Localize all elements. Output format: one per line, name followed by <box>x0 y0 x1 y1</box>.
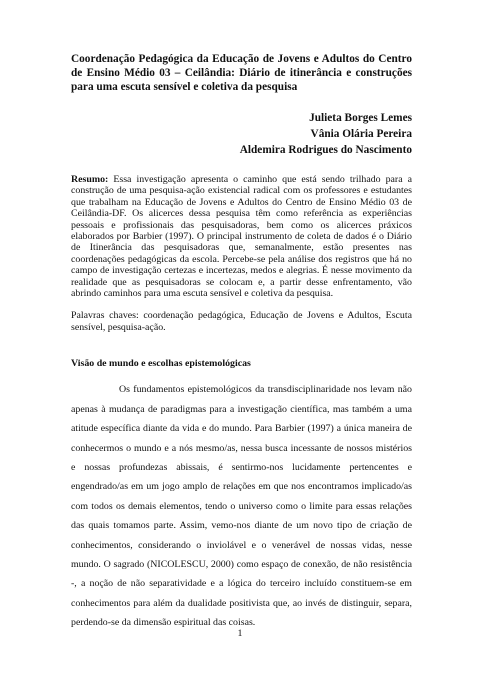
author-list <box>71 110 412 158</box>
abstract <box>71 174 412 299</box>
author-name: Julieta Borges Lemes <box>309 112 412 124</box>
abstract-text: Essa investigação apresenta o caminho que está sendo trilhado para a construção de uma pesquisa-ação existencial radical com os professores e estudantes que trabalham na Educação de Jovens e Adultos do Centro de Ensino Médio 03 de Ceilândia-DF. Os alicerces dessa pesquisa têm como referência as experiências pessoais e profissionais das pesquisadoras, bem como os alicerces práxicos elaborados por Barbier (1997). O principal instrumento de coleta de dados é o Diário de Itinerância das pesquisadoras que, semanalmente, estão presentes nas coordenações pedagógicas da escola. Percebe-se pela análise dos registros que há no campo de investigação certezas e incertezas, medos e alegrias. É nesse movimento da realidade que as pesquisadoras se colocam e, a partir desse enfrentamento, vão abrindo caminhos para uma escuta sensível e coletiva da pesquisa. <box>71 174 413 300</box>
paper-title: Coordenação Pedagógica da Educação de Jovens e Adultos do Centro de Ensino Médio 03 – Ceilândia: Diário de itinerância e construções para uma escuta sensível e coletiva da pesquisa <box>71 53 412 93</box>
page-number: 1 <box>237 628 243 639</box>
author-name: Aldemira Rodrigues do Nascimento <box>239 144 412 156</box>
body-paragraph: Os fundamentos epistemológicos da transdisciplinaridade nos levam não apenas à mudança de paradigmas para a investigação científica, mas também a uma atitude específica diante da vida e do mundo. Para Barbier (1997) a única maneira de conhecermos o mundo e a nós mesmo/as, nessa busca incessante de nossos mistérios e nossas profundezas abissais, é sentirmo-nos lucidamente pertencentes e engendrado/as em um jogo amplo de relações em que nos encontramos implicado/as com todos os demais elementos, tendo o universo como o limite para essas relações das quais tomamos parte. Assim, vemo-nos diante de um novo tipo de criação de conhecimentos, considerando o inviolável e o venerável de nossas vidas, nesse mundo. O sagrado (NICOLESCU, 2000) como espaço de conexão, de não resistência -, a noção de não separatividade e a lógica do terceiro incluído constituem-se em conhecimentos para além da dualidade positivista que, ao invés de distinguir, separa, perdendo-se da dimensão espiritual das coisas. <box>71 384 412 629</box>
section-heading: Visão de mundo e escolhas epistemológicas <box>71 358 251 370</box>
abstract-label: Resumo: <box>71 174 109 185</box>
keywords: Palavras chaves: coordenação pedagógica, Educação de Jovens e Adultos, Escuta sensível, pesquisa-ação. <box>71 310 412 333</box>
author-name: Vânia Olária Pereira <box>310 128 412 140</box>
